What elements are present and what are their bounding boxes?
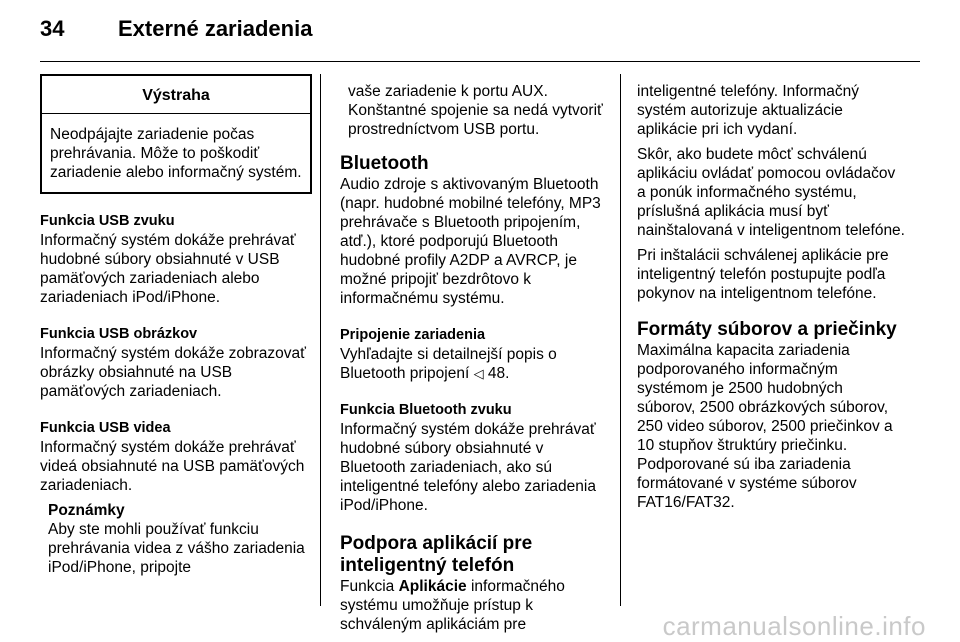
chapter-title: Externé zariadenia	[118, 16, 313, 41]
column-divider	[620, 74, 621, 606]
note-continuation: vaše zariadenie k portu AUX. Konštantné spojenie sa nedá vytvoriť prostredníctvom USB portu.	[348, 83, 603, 138]
note-text: Aby ste mohli používať funkciu prehrávania videa z vášho zariadenia iPod/iPhone, pripojte	[48, 521, 305, 576]
formats-paragraph-1: Maximálna kapacita zariadenia podporovaného informačným systémom je 2500 hudobných súborov, 2500 obrázkových súborov, 250 video súborov, 2500 priečinkov a 10 stupňov štruktúry priečinku.	[637, 342, 893, 454]
usb-video-title: Funkcia USB videa	[40, 420, 171, 436]
apps-text: Funkcia Aplikácie informačného systému umožňuje prístup k schváleným aplikáciám pre	[340, 578, 565, 633]
bt-audio-text: Informačný systém dokáže prehrávať hudobné súbory obsiahnuté v Bluetooth zariadeniach, ako sú inteligentné telefóny alebo zariadenia iPod/iPhone.	[340, 421, 596, 514]
page-ref-arrow-icon: ◁	[473, 366, 484, 381]
warning-box	[40, 74, 312, 194]
bluetooth-text: Audio zdroje s aktivovaným Bluetooth (napr. hudobné mobilné telefóny, MP3 prehrávače s Bluetooth pripojením, atď.), ktoré podporujú Bluetooth hudobné profily A2DP a AVRCP, je možné pripojiť bezdrôtovo k informačnému systému.	[340, 176, 601, 307]
connect-device-text: Vyhľadajte si detailnejší popis o Bluetooth pripojení ◁ 48.	[340, 346, 557, 382]
bluetooth-title: Bluetooth	[340, 153, 429, 174]
connect-device-title: Pripojenie zariadenia	[340, 327, 486, 343]
apps-title: Podpora aplikácií pre inteligentný telefón	[340, 533, 533, 576]
column-3	[637, 82, 905, 512]
warning-title: Výstraha	[42, 76, 310, 114]
page-header	[40, 16, 312, 50]
apps-continuation: inteligentné telefóny. Informačný systém autorizuje aktualizácie aplikácie pri ich vydaní.	[637, 83, 860, 138]
usb-pictures-title: Funkcia USB obrázkov	[40, 326, 198, 342]
apps-function-name: Aplikácie	[398, 578, 467, 595]
bt-audio-title: Funkcia Bluetooth zvuku	[340, 402, 512, 418]
column-1	[40, 74, 312, 577]
note-box	[48, 501, 312, 577]
usb-video-text: Informačný systém dokáže prehrávať videá obsiahnuté na USB pamäťových zariadeniach.	[40, 439, 305, 494]
watermark: carmanualsonline.info	[662, 611, 926, 641]
usb-audio-title: Funkcia USB zvuku	[40, 213, 175, 229]
column-divider	[320, 74, 321, 606]
formats-title: Formáty súborov a priečinky	[637, 319, 897, 340]
page-ref: 48.	[487, 365, 510, 382]
warning-text: Neodpájajte zariadenie počas prehrávania. Môže to poškodiť zariadenie alebo informačný systém.	[50, 126, 302, 181]
page-number: 34	[40, 16, 65, 41]
apps-paragraph-3: Pri inštalácii schválenej aplikácie pre inteligentný telefón postupujte podľa pokynov na inteligentnom telefóne.	[637, 247, 889, 302]
usb-audio-text: Informačný systém dokáže prehrávať hudobné súbory obsiahnuté v USB pamäťových zariadeniach alebo zariadeniach iPod/iPhone.	[40, 232, 296, 306]
header-rule	[40, 61, 920, 62]
note-title: Poznámky	[48, 502, 125, 519]
column-2	[340, 82, 608, 634]
formats-paragraph-2: Podporované sú iba zariadenia formátované v systéme súborov FAT16/FAT32.	[637, 456, 857, 511]
usb-pictures-text: Informačný systém dokáže zobrazovať obrázky obsiahnuté na USB pamäťových zariadeniach.	[40, 345, 306, 400]
apps-paragraph-2: Skôr, ako budete môcť schválenú aplikáciu ovládať pomocou ovládačov a ponúk informačného systému, príslušná aplikácia musí byť nainštalovaná v inteligentnom telefóne.	[637, 146, 905, 239]
